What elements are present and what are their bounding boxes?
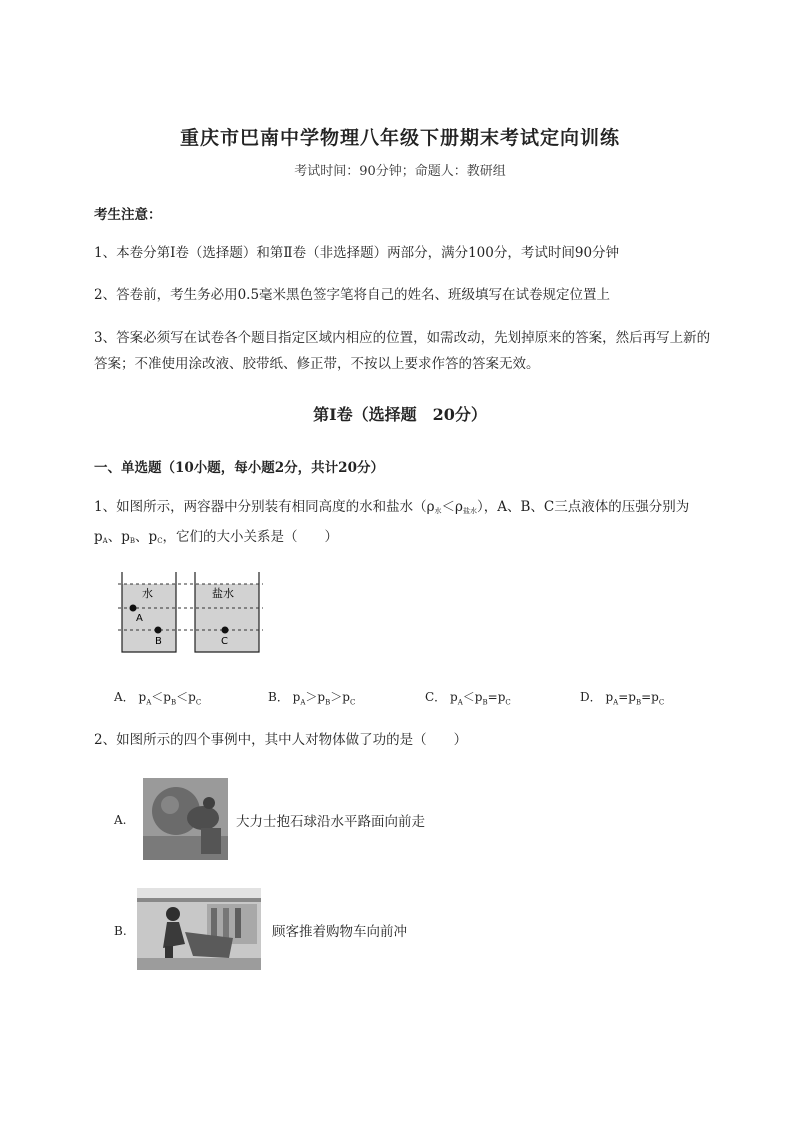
question-2-text: 2、如图所示的四个事例中，其中人对物体做了功的是（ ） <box>94 732 468 748</box>
point-a-label: A <box>136 613 143 624</box>
shopping-cart-photo <box>137 888 261 970</box>
question-1-text: 1、如图所示，两容器中分别装有相同高度的水和盐水（ρ水＜ρ盐水），A、B、C三点液体的压强分别为 pA、pB、pC，它们的大小关系是（ ） <box>94 499 690 545</box>
point-b-dot <box>155 627 162 634</box>
q1-option-d[interactable]: D． $p_A=p_B=p_C$ <box>580 690 665 707</box>
q1-option-b[interactable]: B． $p_A>p_B>p_C$ <box>268 690 356 707</box>
part-heading: 一、单选题（10小题，每小题2分，共计20分） <box>94 460 384 476</box>
point-b-label: B <box>155 636 162 647</box>
q1-option-a[interactable]: A． $p_A<p_B<p_C$ <box>114 690 202 707</box>
strongman-stone-photo <box>143 778 228 860</box>
section-title: 第Ⅰ卷（选择题 20分） <box>313 405 487 424</box>
q2-option-b-caption: 顾客推着购物车向前冲 <box>272 924 407 940</box>
containers-figure <box>118 570 263 656</box>
notice-item-2: 2、答卷前，考生务必用0.5毫米黑色签字笔将自己的姓名、班级填写在试卷规定位置上 <box>94 287 611 303</box>
salt-water-label: 盐水 <box>212 587 234 600</box>
page-title: 重庆市巴南中学物理八年级下册期末考试定向训练 <box>179 127 620 149</box>
notice-heading: 考生注意： <box>94 207 162 223</box>
q2-option-b-letter[interactable]: B. <box>114 924 127 938</box>
q2-option-a-letter[interactable]: A. <box>114 813 127 827</box>
point-a-dot <box>130 605 137 612</box>
water-label: 水 <box>142 587 153 600</box>
notice-item-3: 3、答案必须写在试卷各个题目指定区域内相应的位置，如需改动，先划掉原来的答案，然后再写上新的答案；不准使用涂改液、胶带纸、修正带，不按以上要求作答的答案无效。 <box>94 330 711 372</box>
q1-option-c[interactable]: C． $p_A<p_B=p_C$ <box>425 690 511 707</box>
point-c-dot <box>222 627 229 634</box>
exam-info: 考试时间：90分钟；命题人：教研组 <box>294 164 506 179</box>
notice-item-1: 1、本卷分第Ⅰ卷（选择题）和第Ⅱ卷（非选择题）两部分，满分100分，考试时间90分钟 <box>94 245 620 261</box>
point-c-label: C <box>221 636 228 647</box>
q2-option-a-caption: 大力士抱石球沿水平路面向前走 <box>236 814 425 830</box>
